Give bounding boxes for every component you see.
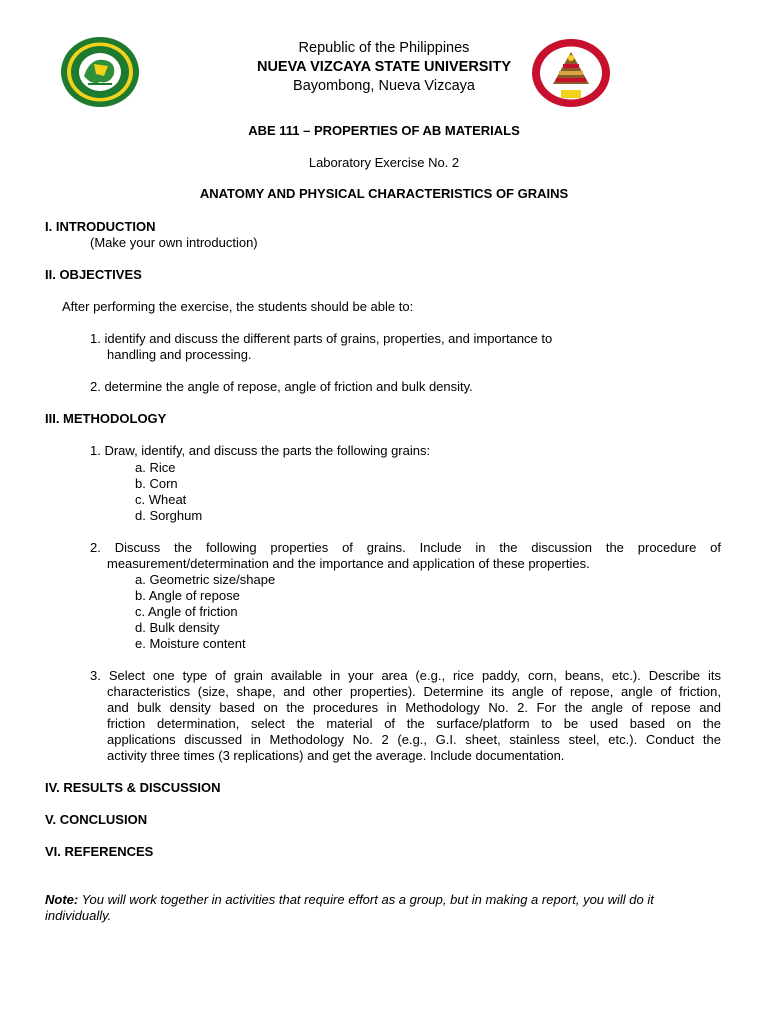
conclusion-heading: V. CONCLUSION	[45, 812, 148, 827]
grain-item: b. Corn	[135, 476, 178, 491]
results-heading: IV. RESULTS & DISCUSSION	[45, 780, 221, 795]
methodology-item-3-cont: and bulk density based on the procedures in Methodology No. 2. For the angle of repose and	[107, 700, 721, 715]
republic-line: Republic of the Philippines	[298, 40, 470, 56]
university-address: Bayombong, Nueva Vizcaya	[293, 78, 475, 94]
methodology-item-3-cont: applications discussed in Methodology No. 2 (e.g., G.I. sheet, stainless steel, etc.). Conduct the	[107, 732, 721, 747]
course-title: ABE 111 – PROPERTIES OF AB MATERIALS	[248, 123, 520, 138]
note-label: Note:	[45, 892, 79, 907]
objective-item-1-cont: handling and processing.	[107, 347, 252, 362]
property-item: d. Bulk density	[135, 620, 220, 635]
methodology-item-2: 2. Discuss the following properties of grains. Include in the discussion the procedure of	[90, 540, 721, 555]
property-item: e. Moisture content	[135, 636, 246, 651]
objective-item-2: 2. determine the angle of repose, angle of friction and bulk density.	[90, 379, 473, 394]
university-name: NUEVA VIZCAYA STATE UNIVERSITY	[256, 59, 512, 75]
methodology-item-3-cont: characteristics (size, shape, and other properties). Determine its angle of repose, angle of friction,	[107, 684, 721, 699]
methodology-heading: III. METHODOLOGY	[45, 411, 167, 426]
property-item: a. Geometric size/shape	[135, 572, 276, 587]
introduction-heading: I. INTRODUCTION	[45, 219, 156, 234]
references-heading: VI. REFERENCES	[45, 844, 154, 859]
note-paragraph	[45, 892, 720, 924]
objectives-lead: After performing the exercise, the students should be able to:	[62, 299, 414, 314]
exercise-number: Laboratory Exercise No. 2	[308, 155, 460, 170]
methodology-item-1: 1. Draw, identify, and discuss the parts the following grains:	[90, 443, 431, 458]
exercise-title: ANATOMY AND PHYSICAL CHARACTERISTICS OF GRAINS	[199, 186, 569, 201]
methodology-item-3: 3. Select one type of grain available in your area (e.g., rice paddy, corn, beans, etc.). Describe its	[90, 668, 721, 683]
grain-item: d. Sorghum	[135, 508, 203, 523]
note-text: You will work together in activities that require effort as a group, but in making a report, you will do it individually.	[45, 892, 654, 923]
property-item: c. Angle of friction	[135, 604, 238, 619]
property-item: b. Angle of repose	[135, 588, 240, 603]
methodology-item-2-cont: measurement/determination and the importance and application of these properties.	[107, 556, 590, 571]
objectives-heading: II. OBJECTIVES	[45, 267, 142, 282]
grain-item: a. Rice	[135, 460, 176, 475]
methodology-item-3-cont: friction determination, select the material of the surface/platform to be used based on the	[107, 716, 721, 731]
grain-item: c. Wheat	[135, 492, 187, 507]
methodology-item-3-cont: activity three times (3 replications) and get the average. Include documentation.	[107, 748, 565, 763]
objective-item-1: 1. identify and discuss the different parts of grains, properties, and importance to	[90, 331, 553, 346]
introduction-text: (Make your own introduction)	[90, 235, 258, 250]
